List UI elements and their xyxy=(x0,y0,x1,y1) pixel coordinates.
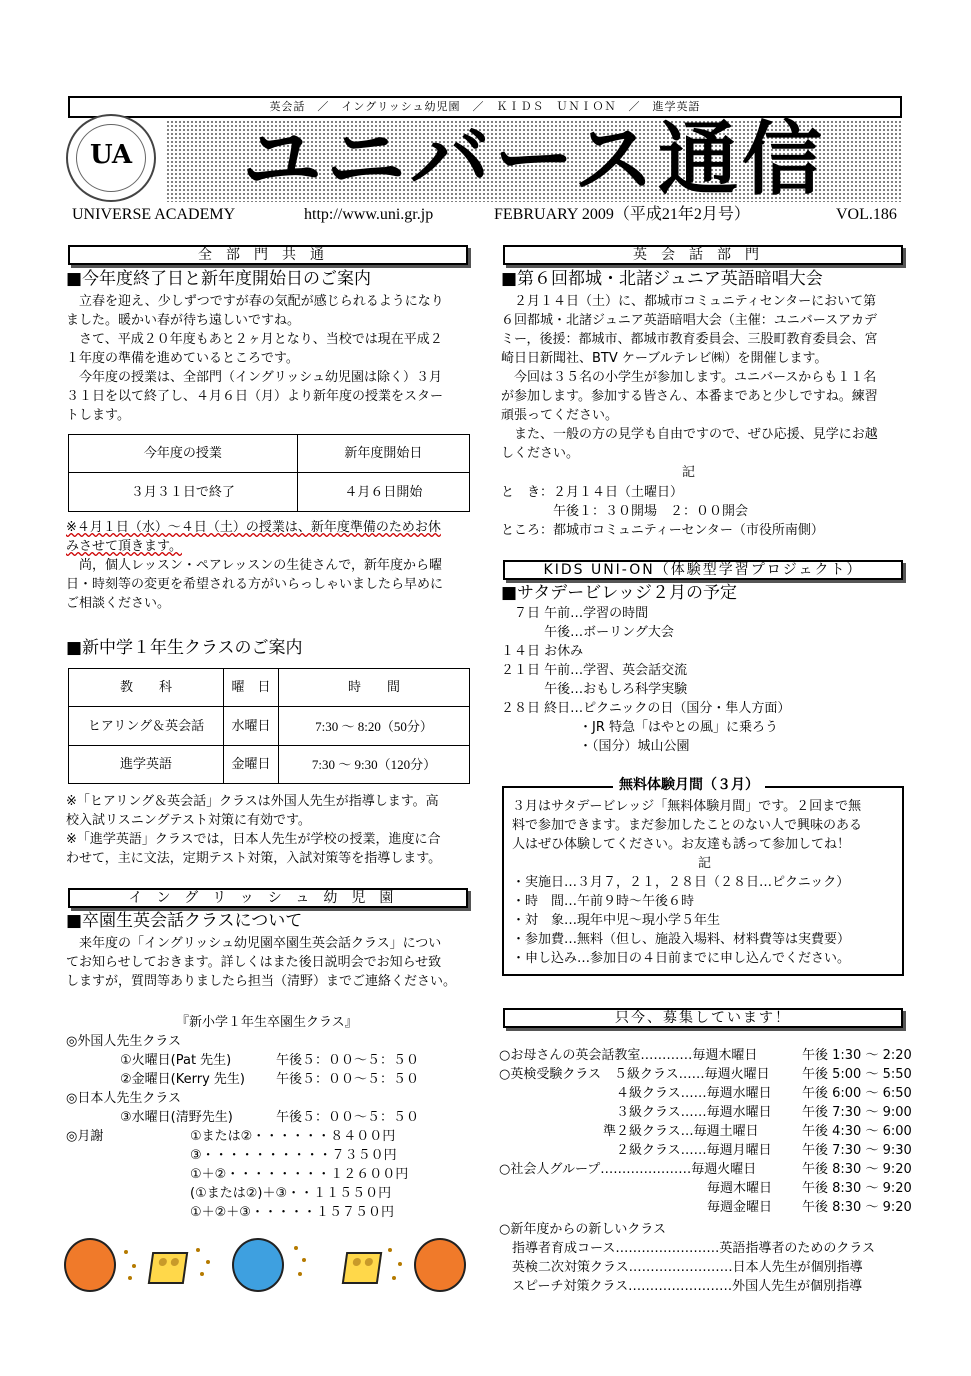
class-day: ①火曜日(Pat 先生) xyxy=(120,1053,232,1068)
section-recruit: 只今、募集しています！ xyxy=(503,1008,903,1028)
text-line: てお知らせしておきます。詳しくはまた後日説明会でお知らせ致 xyxy=(66,955,442,970)
text-line: ３月はサタデービレッジ「無料体験月間」です。２回まで無 xyxy=(512,799,862,814)
schedule-item: 午後…おもしろ科学実験 xyxy=(501,682,688,697)
fee-row: ①＋②・・・・・・・・１２６００円 xyxy=(190,1167,409,1182)
common-paragraph-2 xyxy=(66,556,476,613)
page-title: ユニバース通信 xyxy=(242,113,826,206)
schedule-item: ７日 午前…学習の時間 xyxy=(501,606,649,621)
text-line: 今回は３５名の小学生が参加します。ユニバースからも１１名 xyxy=(501,370,877,385)
table-cell: ４月６日開始 xyxy=(297,473,469,512)
table-cell: 水曜日 xyxy=(224,707,279,746)
text-line: ※「進学英語」クラスでは，日本人先生が学校の授業，進度に合 xyxy=(66,832,441,847)
eikaiwa-paragraph xyxy=(501,292,911,463)
text-line: 日・時刻等の変更を希望される方がいらっしゃいましたら早めに xyxy=(66,577,444,592)
free-trial-text xyxy=(512,797,902,854)
schedule-item: ２１日 午前…学習、英会話交流 xyxy=(501,663,688,678)
list-item: ・参加費…無料（但し、施設入場料、材料費等は実費要） xyxy=(512,932,851,947)
text-line: しください。 xyxy=(501,446,580,461)
schedule-item: ・（国分）城山公園 xyxy=(501,739,690,754)
recruit-row: ３級クラス……毎週水曜日 xyxy=(499,1105,772,1120)
schedule-table xyxy=(68,434,470,512)
schedule-item: 午後…ボーリング大会 xyxy=(501,625,674,640)
fee-row: (①または②)＋③・・１１５５０円 xyxy=(190,1186,392,1201)
recruit-row: ○英検受験クラス ５級クラス……毎週火曜日 xyxy=(499,1067,770,1082)
text-line: 人はぜひ体験してください。お友達も誘って参加してね！ xyxy=(512,837,851,852)
text-line: ６回都城・北諸ジュニア英語暗唱大会（主催：ユニバースアカデ xyxy=(501,313,877,328)
recruit-row: 毎週金曜日 xyxy=(499,1200,773,1215)
new-class-row: スピーチ対策クラス……………………外国人先生が個別指導 xyxy=(499,1279,863,1294)
kinder-heading: ■卒園生英会話クラスについて xyxy=(66,911,303,931)
schedule-item: ・JR 特急「はやとの風」に乗ろう xyxy=(501,720,778,735)
text-line: 料で参加できます。まだ参加したことのない人で興味のある xyxy=(512,818,862,833)
section-kinder: イングリッシュ幼児園 xyxy=(68,888,468,908)
recruit-time: 午後 8:30 ～ 9:20 xyxy=(802,1181,912,1196)
kids-heading: ■サタデービレッジ２月の予定 xyxy=(501,583,738,603)
red-ogre-icon xyxy=(414,1238,466,1292)
text-line: ました。暖かい春が待ち遠しいですね。 xyxy=(66,313,301,328)
recruit-time: 午後 4:30 ～ 6:00 xyxy=(802,1124,912,1139)
kinder-paragraph xyxy=(66,934,476,991)
text-line: ご相談ください。 xyxy=(66,596,171,611)
text-line: ３１日を以て終了し、４月６日（月）より新年度の授業をスター xyxy=(66,389,444,404)
text-line: みさせて頂きます。 xyxy=(66,539,182,554)
common-heading-2: ■新中学１年生クラスのご案内 xyxy=(66,638,303,658)
new-class-row: 指導者育成コース……………………英語指導者のためのクラス xyxy=(499,1241,875,1256)
recruit-row: ４級クラス……毎週水曜日 xyxy=(499,1086,772,1101)
text-line: ２月１４日（土）に、都城市コミュニティセンターにおいて第 xyxy=(501,294,877,309)
table-header: 時 間 xyxy=(279,669,470,707)
recruit-time: 午後 8:30 ～ 9:20 xyxy=(802,1162,912,1177)
new-classes-label: ○新年度からの新しいクラス xyxy=(499,1222,666,1237)
table-cell: ３月３１日で終了 xyxy=(69,473,298,512)
fee-label: ◎月謝 xyxy=(66,1129,104,1144)
text-line: 崎日日新聞社、BTV ケーブルテレビ㈱）を開催します。 xyxy=(501,351,828,366)
text-line: 尚，個人レッスン・ペアレッスンの生徒さんで，新年度から曜 xyxy=(66,558,442,573)
ki-mark: 記 xyxy=(682,465,696,480)
common-paragraph-1 xyxy=(66,292,476,425)
class-time: 午後５：００～５：５０ xyxy=(276,1110,420,1125)
volume-number: VOL.186 xyxy=(836,206,897,223)
text-line: ※４月１日（水）～４日（土）の授業は、新年度準備のためお休 xyxy=(66,520,441,535)
class-time: 午後５：００～５：５０ xyxy=(276,1072,420,1087)
table-header: 新年度開始日 xyxy=(297,435,469,473)
recruit-time: 午後 5:00 ～ 5:50 xyxy=(802,1067,912,1082)
fee-row: ①または②・・・・・・８４００円 xyxy=(190,1129,396,1144)
ki-mark: 記 xyxy=(698,856,712,871)
new-class-row: 英検二次対策クラス……………………日本人先生が個別指導 xyxy=(499,1260,863,1275)
free-trial-items xyxy=(512,873,902,968)
bean-box-icon xyxy=(342,1252,382,1284)
text-line: トします。 xyxy=(66,408,130,423)
table-header: 教 科 xyxy=(69,669,224,707)
text-line: 立春を迎え、少しずつですが春の気配が感じられるようになり xyxy=(66,294,444,309)
list-item: ・申し込み…参加日の４日前までに申し込んでください。 xyxy=(512,951,851,966)
schedule-item: ２８日 終日…ピクニックの日（国分・隼人方面） xyxy=(501,701,791,716)
recruit-time: 午後 6:00 ～ 6:50 xyxy=(802,1086,912,1101)
recruit-row: 準２級クラス…毎週土曜日 xyxy=(499,1124,759,1139)
list-item: ・時 間…午前９時～午後６時 xyxy=(512,894,695,909)
section-common: 全部門共通 xyxy=(68,245,468,265)
academy-logo: UA xyxy=(66,114,156,202)
class-time: 午後５：００～５：５０ xyxy=(276,1053,420,1068)
class-day: ③水曜日(清野先生) xyxy=(120,1110,233,1125)
common-heading-1: ■今年度終了日と新年度開始日のご案内 xyxy=(66,269,372,289)
recruit-row: 毎週木曜日 xyxy=(499,1181,773,1196)
class-day: ②金曜日(Kerry 先生) xyxy=(120,1072,245,1087)
table-cell: 金曜日 xyxy=(224,746,279,784)
text-line: ミー，後援：都城市、都城市教育委員会、三股町教育委員会、宮 xyxy=(501,332,878,347)
recruit-time: 午後 7:30 ～ 9:30 xyxy=(802,1143,912,1158)
recruit-row: ２級クラス……毎週月曜日 xyxy=(499,1143,772,1158)
text-line: と き：２月１４日（土曜日） xyxy=(501,485,684,500)
text-line: 校入試リスニングテスト対策に有効です。 xyxy=(66,813,311,828)
recruit-time: 午後 1:30 ～ 2:20 xyxy=(802,1048,912,1063)
section-kids-union: KIDS UNI-ON（体験型学習プロジェクト） xyxy=(503,560,903,580)
japanese-class-label: ◎日本人先生クラス xyxy=(66,1091,181,1106)
text-line: わせて，主に文法，定期テスト対策，入試対策等を指導します。 xyxy=(66,851,442,866)
event-details xyxy=(501,483,911,540)
setsubun-illustration xyxy=(62,1236,472,1298)
site-url[interactable]: http://www.uni.gr.jp xyxy=(304,206,434,223)
saturday-schedule xyxy=(501,604,911,756)
event-place: ところ：都城市コミュニティーセンター（市役所南側） xyxy=(501,523,824,538)
text-line: 頑張ってください。 xyxy=(501,408,619,423)
foreign-class-label: ◎外国人先生クラス xyxy=(66,1034,181,1049)
kinder-subtitle: 『新小学１年生卒園生クラス』 xyxy=(176,1015,358,1030)
table-cell: ヒアリング＆英会話 xyxy=(69,707,224,746)
bean-box-icon xyxy=(148,1252,188,1284)
holiday-note xyxy=(66,518,476,556)
class-notes xyxy=(66,792,476,868)
list-item: ・実施日…３月７，２１，２８日（２８日…ピクニック） xyxy=(512,875,850,890)
issue-date: FEBRUARY 2009（平成21年2月号） xyxy=(494,206,750,223)
section-eikaiwa: 英会話部門 xyxy=(503,245,903,265)
text-line: 今年度の授業は、全部門（イングリッシュ幼児園は除く）３月 xyxy=(66,370,442,385)
table-header: 曜 日 xyxy=(224,669,279,707)
free-trial-title: 無料体験月間（３月） xyxy=(613,776,765,795)
text-line: さて、平成２０年度もあと２ヶ月となり、当校では現在平成２ xyxy=(66,332,443,347)
blue-ogre-icon xyxy=(232,1238,284,1292)
text-line: が参加します。参加する皆さん、本番まであと少しですね。練習 xyxy=(501,389,878,404)
class-table xyxy=(68,668,470,784)
text-line: しますが，質問等ありましたら担当（清野）までご連絡ください。 xyxy=(66,974,457,989)
text-line: １年度の準備を進めているところです。 xyxy=(66,351,299,366)
table-header: 今年度の授業 xyxy=(69,435,298,473)
text-line: また、一般の方の見学も自由ですので、ぜひ応援、見学にお越 xyxy=(501,427,878,442)
fee-row: ③・・・・・・・・・・７３５０円 xyxy=(190,1148,397,1163)
recruit-time: 午後 7:30 ～ 9:00 xyxy=(802,1105,912,1120)
schedule-item: １４日 お休み xyxy=(501,644,584,659)
table-cell: 7:30 ～ 9:30（120分） xyxy=(279,746,470,784)
recruit-row: ○お母さんの英会話教室…………毎週木曜日 xyxy=(499,1048,758,1063)
fee-row: ①＋②＋③・・・・・１５７５０円 xyxy=(190,1205,394,1220)
text-line: 午後１：３０開場 ２：００開会 xyxy=(501,504,749,519)
recruit-row: ○社会人グループ…………………毎週火曜日 xyxy=(499,1162,757,1177)
recruit-time: 午後 8:30 ～ 9:20 xyxy=(802,1200,912,1215)
red-ogre-icon xyxy=(64,1238,116,1292)
table-cell: 7:30 ～ 8:20（50分） xyxy=(279,707,470,746)
header-topbar: 英会話 ／ イングリッシュ幼児園 ／ ＫＩＤＳ ＵＮＩＯＮ ／ 進学英語 xyxy=(68,96,902,118)
text-line: ※「ヒアリング＆英会話」クラスは外国人先生が指導します。高 xyxy=(66,794,439,809)
eikaiwa-heading: ■第６回都城・北諸ジュニア英語暗唱大会 xyxy=(501,269,823,289)
table-cell: 進学英語 xyxy=(69,746,224,784)
list-item: ・対 象…現年中児～現小学５年生 xyxy=(512,913,721,928)
academy-name: UNIVERSE ACADEMY xyxy=(72,206,236,223)
text-line: 来年度の「イングリッシュ幼児園卒園生英会話クラス」につい xyxy=(66,936,442,951)
